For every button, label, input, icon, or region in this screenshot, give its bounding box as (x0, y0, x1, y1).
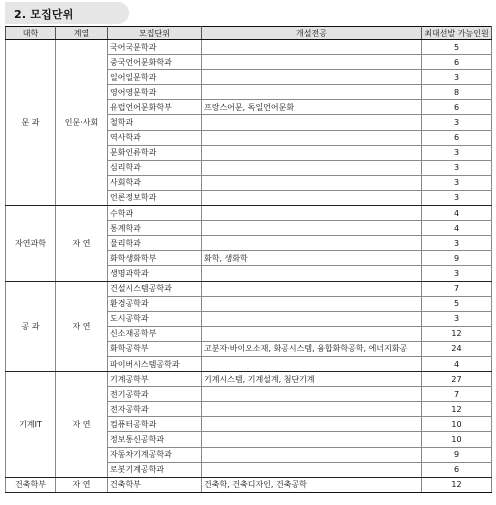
count-cell: 8 (422, 85, 492, 100)
unit-cell: 신소재공학부 (108, 326, 202, 341)
major-cell (202, 190, 422, 205)
section-title-banner (5, 2, 129, 24)
field-cell: 자 연 (56, 372, 108, 478)
unit-cell: 생명과학과 (108, 266, 202, 281)
header-count: 최대선발 가능인원 (422, 27, 492, 40)
count-cell: 27 (422, 372, 492, 387)
field-cell: 자 연 (56, 281, 108, 372)
major-cell (202, 40, 422, 55)
major-cell (202, 221, 422, 236)
major-cell (202, 281, 422, 296)
major-cell (202, 55, 422, 70)
table-row (6, 206, 492, 221)
major-cell: 화학, 생화학 (202, 251, 422, 266)
count-cell: 6 (422, 462, 492, 477)
unit-cell: 일어일문학과 (108, 70, 202, 85)
unit-cell: 수학과 (108, 206, 202, 221)
count-cell: 3 (422, 190, 492, 205)
count-cell: 3 (422, 236, 492, 251)
field-cell: 자 연 (56, 477, 108, 492)
unit-cell: 건축학부 (108, 477, 202, 492)
count-cell: 12 (422, 477, 492, 492)
unit-cell: 건설시스템공학과 (108, 281, 202, 296)
major-cell (202, 296, 422, 311)
unit-cell: 사회학과 (108, 175, 202, 190)
unit-cell: 문화인류학과 (108, 145, 202, 160)
college-cell: 공 과 (6, 281, 56, 372)
college-cell: 문 과 (6, 40, 56, 206)
count-cell: 10 (422, 432, 492, 447)
major-cell (202, 266, 422, 281)
college-cell: 건축학부 (6, 477, 56, 492)
major-cell (202, 356, 422, 371)
major-cell: 고분자·바이오소재, 화공시스템, 융합화학공학, 에너지화공 (202, 341, 422, 356)
count-cell: 9 (422, 251, 492, 266)
major-cell (202, 206, 422, 221)
major-cell (202, 115, 422, 130)
unit-cell: 자동차기계공학과 (108, 447, 202, 462)
header-college: 대학 (6, 27, 56, 40)
count-cell: 5 (422, 296, 492, 311)
unit-cell: 전자공학과 (108, 402, 202, 417)
unit-cell: 국어국문학과 (108, 40, 202, 55)
unit-cell: 물리학과 (108, 236, 202, 251)
unit-cell: 철학과 (108, 115, 202, 130)
major-cell (202, 402, 422, 417)
count-cell: 12 (422, 326, 492, 341)
unit-cell: 심리학과 (108, 160, 202, 175)
unit-cell: 도시공학과 (108, 311, 202, 326)
unit-cell: 컴퓨터공학과 (108, 417, 202, 432)
table-header-row (6, 27, 492, 40)
major-cell (202, 432, 422, 447)
count-cell: 10 (422, 417, 492, 432)
field-cell: 인문·사회 (56, 40, 108, 206)
unit-cell: 영어영문학과 (108, 85, 202, 100)
unit-cell: 역사학과 (108, 130, 202, 145)
unit-cell: 기계공학부 (108, 372, 202, 387)
table-row (6, 40, 492, 55)
header-field: 계열 (56, 27, 108, 40)
major-cell (202, 417, 422, 432)
unit-cell: 언론정보학과 (108, 190, 202, 205)
major-cell (202, 160, 422, 175)
unit-cell: 환경공학과 (108, 296, 202, 311)
major-cell (202, 447, 422, 462)
count-cell: 3 (422, 115, 492, 130)
count-cell: 3 (422, 266, 492, 281)
college-cell: 기계IT (6, 372, 56, 478)
college-cell: 자연과학 (6, 206, 56, 281)
count-cell: 12 (422, 402, 492, 417)
count-cell: 3 (422, 70, 492, 85)
major-cell (202, 85, 422, 100)
table-row (6, 281, 492, 296)
count-cell: 3 (422, 160, 492, 175)
major-cell: 기계시스템, 기계설계, 첨단기계 (202, 372, 422, 387)
count-cell: 4 (422, 221, 492, 236)
major-cell (202, 70, 422, 85)
unit-cell: 파이버시스템공학과 (108, 356, 202, 371)
unit-cell: 전기공학과 (108, 387, 202, 402)
major-cell (202, 387, 422, 402)
major-cell (202, 130, 422, 145)
count-cell: 6 (422, 55, 492, 70)
table-body (6, 40, 492, 493)
unit-cell: 정보통신공학과 (108, 432, 202, 447)
major-cell (202, 311, 422, 326)
count-cell: 3 (422, 175, 492, 190)
count-cell: 7 (422, 387, 492, 402)
unit-cell: 통계학과 (108, 221, 202, 236)
major-cell (202, 326, 422, 341)
count-cell: 4 (422, 356, 492, 371)
major-cell (202, 236, 422, 251)
table-row (6, 477, 492, 492)
count-cell: 7 (422, 281, 492, 296)
header-unit: 모집단위 (108, 27, 202, 40)
unit-cell: 유럽언어문화학부 (108, 100, 202, 115)
admission-units-table (5, 26, 492, 493)
field-cell: 자 연 (56, 206, 108, 281)
unit-cell: 화학공학부 (108, 341, 202, 356)
major-cell: 프랑스어문, 독일언어문화 (202, 100, 422, 115)
unit-cell: 화학생화학부 (108, 251, 202, 266)
count-cell: 5 (422, 40, 492, 55)
count-cell: 3 (422, 145, 492, 160)
unit-cell: 로봇기계공학과 (108, 462, 202, 477)
unit-cell: 중국언어문화학과 (108, 55, 202, 70)
major-cell: 건축학, 건축디자인, 건축공학 (202, 477, 422, 492)
table-row (6, 372, 492, 387)
count-cell: 6 (422, 130, 492, 145)
major-cell (202, 145, 422, 160)
section-title: 2. 모집단위 (14, 8, 74, 21)
count-cell: 24 (422, 341, 492, 356)
count-cell: 4 (422, 206, 492, 221)
major-cell (202, 175, 422, 190)
header-major: 개설전공 (202, 27, 422, 40)
count-cell: 3 (422, 311, 492, 326)
major-cell (202, 462, 422, 477)
count-cell: 9 (422, 447, 492, 462)
count-cell: 6 (422, 100, 492, 115)
